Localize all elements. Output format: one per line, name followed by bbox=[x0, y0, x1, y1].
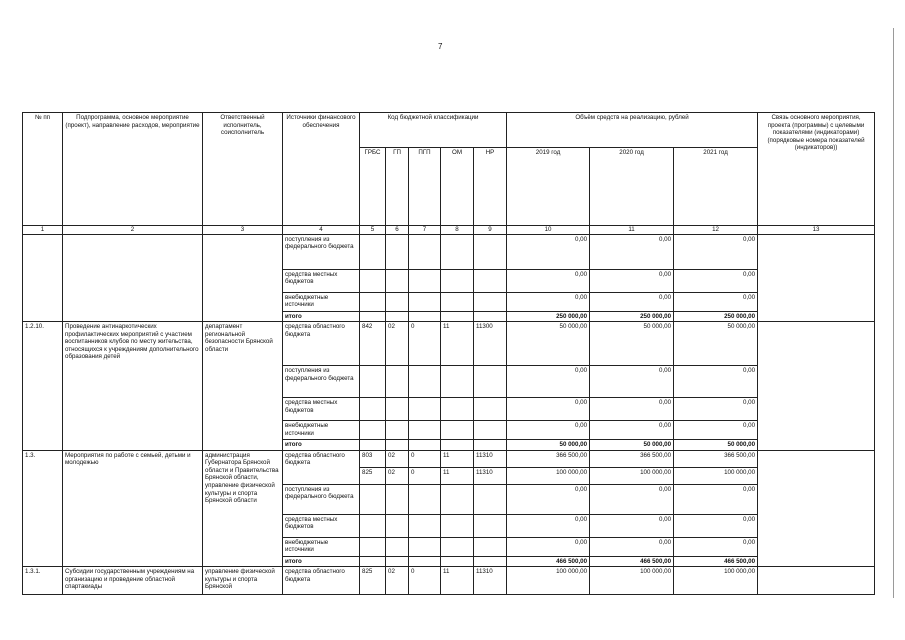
cell-name: Мероприятия по работе с семьей, детьми и молодежью bbox=[63, 450, 203, 567]
cell-value: 100 000,00 bbox=[507, 467, 590, 484]
cell-code: 02 bbox=[386, 467, 409, 484]
cell-code: 11 bbox=[441, 567, 474, 595]
cell-total: 50 000,00 bbox=[590, 440, 674, 451]
cell-value: 50 000,00 bbox=[674, 322, 758, 366]
cell-link bbox=[758, 450, 875, 567]
cell-value: 100 000,00 bbox=[674, 567, 758, 595]
header-budget-code: Код бюджетной классификации bbox=[360, 113, 507, 148]
cell-code: 02 bbox=[386, 450, 409, 467]
cell-code: 11 bbox=[441, 322, 474, 366]
cell-value: 366 500,00 bbox=[674, 450, 758, 467]
cell-source: внебюджетные источники bbox=[283, 292, 360, 311]
header-year-2021: 2021 год bbox=[674, 148, 758, 226]
cell-source: внебюджетные источники bbox=[283, 421, 360, 440]
cell-code: 02 bbox=[386, 322, 409, 366]
cell-link bbox=[758, 567, 875, 595]
cell-responsible: администрация Губернатора Брянской области и Правительства Брянской области, управление физической культуры и спорта Брянской области bbox=[203, 450, 283, 567]
cell-value: 0,00 bbox=[674, 366, 758, 398]
col-number: 4 bbox=[283, 226, 360, 235]
cell-value: 0,00 bbox=[590, 234, 674, 269]
cell-value: 0,00 bbox=[507, 537, 590, 556]
header-om: ОМ bbox=[441, 148, 474, 226]
cell-code: 842 bbox=[360, 322, 386, 366]
col-number: 8 bbox=[441, 226, 474, 235]
header-year-2019: 2019 год bbox=[507, 148, 590, 226]
cell-code: 803 bbox=[360, 450, 386, 467]
cell-total: 50 000,00 bbox=[507, 440, 590, 451]
cell-link bbox=[758, 234, 875, 322]
col-number: 11 bbox=[590, 226, 674, 235]
cell-value: 0,00 bbox=[507, 514, 590, 537]
cell-value: 0,00 bbox=[590, 398, 674, 421]
cell-source: средства областного бюджета bbox=[283, 322, 360, 366]
page-number: 7 bbox=[438, 42, 443, 51]
cell-code: 11 bbox=[441, 450, 474, 467]
cell-responsible: управление физической культуры и спорта Брянской bbox=[203, 567, 283, 595]
cell-code: 11310 bbox=[474, 467, 507, 484]
cell-value: 50 000,00 bbox=[507, 322, 590, 366]
col-number: 6 bbox=[386, 226, 409, 235]
cell-source: средства местных бюджетов bbox=[283, 514, 360, 537]
scan-edge-line bbox=[893, 28, 894, 598]
cell-num: 1.3. bbox=[23, 450, 63, 567]
cell-code: 0 bbox=[409, 567, 441, 595]
col-number: 10 bbox=[507, 226, 590, 235]
cell-source: внебюджетные источники bbox=[283, 537, 360, 556]
header-responsible: Ответственный исполнитель, соисполнитель bbox=[203, 113, 283, 226]
cell-value: 0,00 bbox=[507, 366, 590, 398]
cell-value: 0,00 bbox=[674, 292, 758, 311]
col-number: 13 bbox=[758, 226, 875, 235]
cell-code: 11300 bbox=[474, 322, 507, 366]
cell-code: 0 bbox=[409, 322, 441, 366]
cell-responsible bbox=[203, 234, 283, 322]
cell-source: средства областного бюджета bbox=[283, 450, 360, 484]
cell-code: 0 bbox=[409, 467, 441, 484]
cell-value: 0,00 bbox=[674, 234, 758, 269]
header-year-2020: 2020 год bbox=[590, 148, 674, 226]
cell-source: поступления из федерального бюджета bbox=[283, 234, 360, 269]
header-row bbox=[23, 113, 875, 148]
col-number: 12 bbox=[674, 226, 758, 235]
col-number: 9 bbox=[474, 226, 507, 235]
header-volume: Объём средств на реализацию, рублей bbox=[507, 113, 758, 148]
header-num: № пп bbox=[23, 113, 63, 226]
cell-total: 250 000,00 bbox=[674, 311, 758, 322]
cell-value: 366 500,00 bbox=[507, 450, 590, 467]
cell-name bbox=[63, 234, 203, 322]
cell-responsible: департамент региональной безопасности Брянской области bbox=[203, 322, 283, 451]
cell-code: 825 bbox=[360, 567, 386, 595]
header-source: Источники финансового обеспечения bbox=[283, 113, 360, 226]
cell-code: 0 bbox=[409, 450, 441, 467]
cell-name: Проведение антинаркотических профилактических мероприятий с участием воспитанников клубов по месту жительства, относящихся к учреждениям дополнительного образования детей bbox=[63, 322, 203, 451]
cell-value: 0,00 bbox=[507, 234, 590, 269]
cell-source: средства местных бюджетов bbox=[283, 398, 360, 421]
header-gp: ГП bbox=[386, 148, 409, 226]
cell-value: 0,00 bbox=[674, 537, 758, 556]
cell-code: 11310 bbox=[474, 450, 507, 467]
budget-table bbox=[22, 112, 875, 595]
cell-value: 100 000,00 bbox=[674, 467, 758, 484]
cell-value: 366 500,00 bbox=[590, 450, 674, 467]
cell-name: Субсидии государственным учреждениям на организацию и проведение областной спартакиады bbox=[63, 567, 203, 595]
cell-code: 11310 bbox=[474, 567, 507, 595]
cell-value: 0,00 bbox=[674, 421, 758, 440]
cell-source: поступления из федерального бюджета bbox=[283, 366, 360, 398]
cell-value: 0,00 bbox=[590, 366, 674, 398]
cell-total: 50 000,00 bbox=[674, 440, 758, 451]
cell-value: 0,00 bbox=[590, 421, 674, 440]
col-number: 1 bbox=[23, 226, 63, 235]
cell-num: 1.2.10. bbox=[23, 322, 63, 451]
cell-source: средства местных бюджетов bbox=[283, 269, 360, 292]
cell-source-total: итого bbox=[283, 440, 360, 451]
table-row bbox=[23, 567, 875, 595]
cell-code: 825 bbox=[360, 467, 386, 484]
table-row bbox=[23, 450, 875, 467]
header-pgp: ПГП bbox=[409, 148, 441, 226]
cell-num: 1.3.1. bbox=[23, 567, 63, 595]
cell-value: 0,00 bbox=[674, 514, 758, 537]
cell-source-total: итого bbox=[283, 556, 360, 567]
cell-total: 466 500,00 bbox=[507, 556, 590, 567]
col-number: 2 bbox=[63, 226, 203, 235]
cell-value: 0,00 bbox=[590, 514, 674, 537]
cell-value: 0,00 bbox=[507, 398, 590, 421]
cell-total: 250 000,00 bbox=[590, 311, 674, 322]
cell-source: средства областного бюджета bbox=[283, 567, 360, 595]
column-number-row bbox=[23, 226, 875, 235]
cell-value: 0,00 bbox=[590, 292, 674, 311]
cell-value: 0,00 bbox=[590, 537, 674, 556]
cell-value: 0,00 bbox=[674, 269, 758, 292]
header-link: Связь основного мероприятия, проекта (программы) с целевыми показателями (индикаторами) (порядковые номера показателей (индикаторов)) bbox=[758, 113, 875, 226]
cell-total: 250 000,00 bbox=[507, 311, 590, 322]
cell-value: 0,00 bbox=[507, 292, 590, 311]
cell-value: 0,00 bbox=[674, 398, 758, 421]
cell-value: 0,00 bbox=[507, 269, 590, 292]
header-grbs: ГРБС bbox=[360, 148, 386, 226]
cell-value: 0,00 bbox=[590, 269, 674, 292]
cell-source: поступления из федерального бюджета bbox=[283, 484, 360, 514]
cell-total: 466 500,00 bbox=[674, 556, 758, 567]
cell-value: 0,00 bbox=[590, 484, 674, 514]
col-number: 7 bbox=[409, 226, 441, 235]
col-number: 3 bbox=[203, 226, 283, 235]
cell-value: 100 000,00 bbox=[590, 467, 674, 484]
cell-num bbox=[23, 234, 63, 322]
table-row bbox=[23, 234, 875, 269]
cell-value: 100 000,00 bbox=[590, 567, 674, 595]
cell-value: 0,00 bbox=[507, 484, 590, 514]
cell-value: 50 000,00 bbox=[590, 322, 674, 366]
col-number: 5 bbox=[360, 226, 386, 235]
cell-total: 466 500,00 bbox=[590, 556, 674, 567]
cell-source-total: итого bbox=[283, 311, 360, 322]
cell-value: 100 000,00 bbox=[507, 567, 590, 595]
table-row bbox=[23, 322, 875, 366]
cell-code: 02 bbox=[386, 567, 409, 595]
cell-value: 0,00 bbox=[674, 484, 758, 514]
cell-link bbox=[758, 322, 875, 451]
header-name: Подпрограмма, основное мероприятие (проект), направление расходов, мероприятие bbox=[63, 113, 203, 226]
header-nr: НР bbox=[474, 148, 507, 226]
cell-code: 11 bbox=[441, 467, 474, 484]
cell-value: 0,00 bbox=[507, 421, 590, 440]
